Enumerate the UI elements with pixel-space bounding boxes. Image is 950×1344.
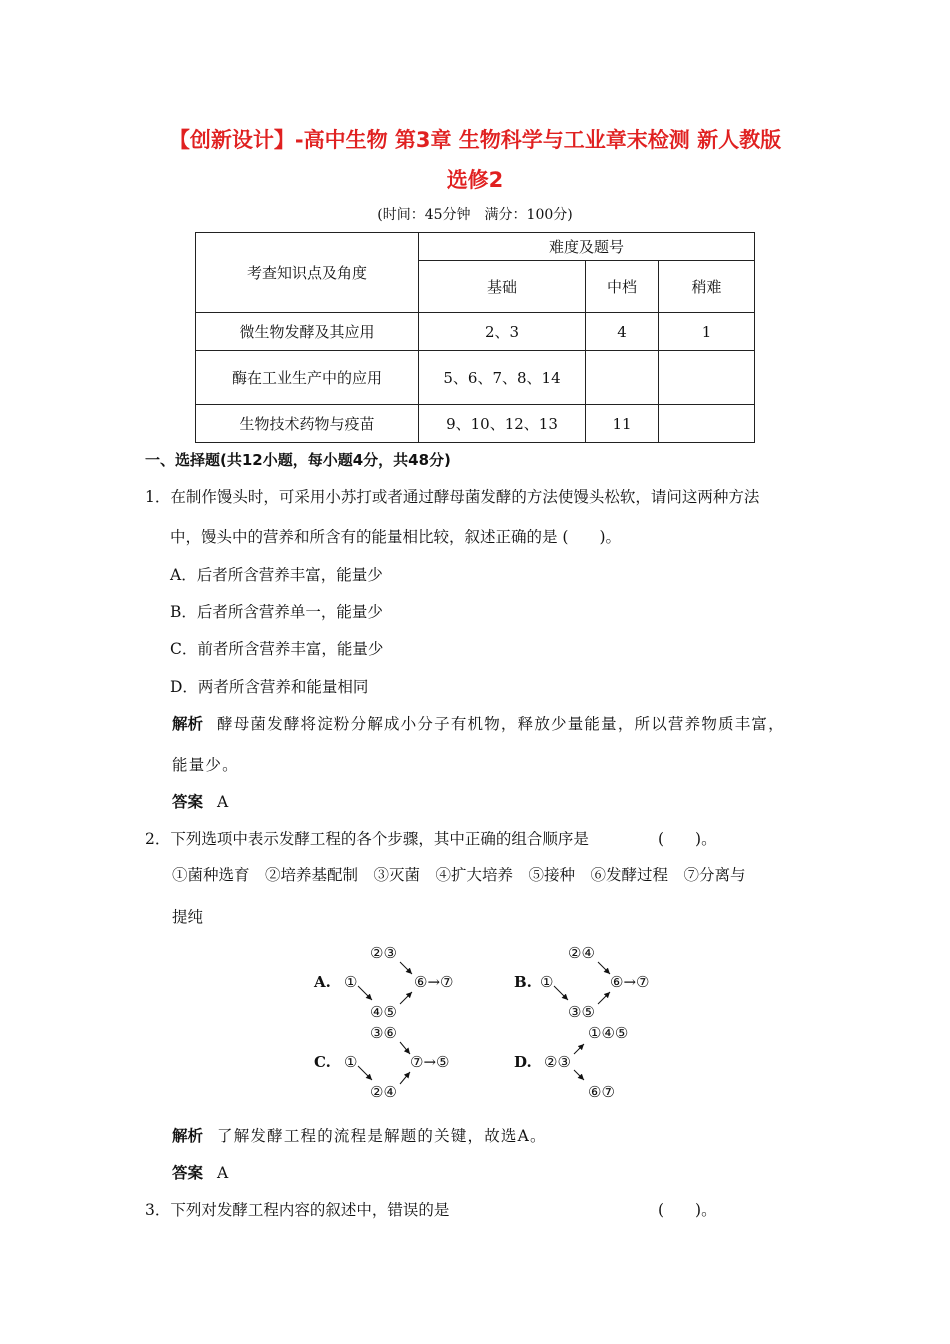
diagram-option-a xyxy=(313,944,453,1021)
option-c-start: ① xyxy=(344,1053,358,1071)
arrow xyxy=(400,962,412,974)
q1-option-c: C．前者所含营养丰富，能量少 xyxy=(170,640,384,658)
analysis-label: 解析 xyxy=(172,1127,204,1145)
option-d-bottom: ⑥⑦ xyxy=(588,1083,615,1100)
section-heading: 一、选择题(共12小题，每小题4分，共48分) xyxy=(145,451,451,469)
option-d-top: ①④⑤ xyxy=(588,1024,629,1042)
arrow xyxy=(554,986,568,1000)
option-a-bottom: ④⑤ xyxy=(370,1003,397,1021)
table-cell-hard: 1 xyxy=(659,313,755,351)
option-a-end: ⑥→⑦ xyxy=(414,973,454,991)
option-d-label: D. xyxy=(514,1053,532,1071)
q2-answer xyxy=(172,1161,228,1183)
option-a-top: ②③ xyxy=(370,944,397,962)
arrow xyxy=(358,986,372,1000)
table-row xyxy=(196,313,755,351)
q2-analysis xyxy=(172,1124,547,1146)
table-row xyxy=(196,405,755,443)
q1-analysis xyxy=(172,712,785,734)
table-cell-hard xyxy=(659,351,755,405)
option-c-top: ③⑥ xyxy=(370,1024,397,1042)
table-header-difficulty: 难度及题号 xyxy=(419,233,755,261)
q1-answer xyxy=(172,790,228,812)
q2-steps-line2: 提纯 xyxy=(172,908,204,926)
arrow xyxy=(400,1072,410,1084)
table-cell-hard xyxy=(659,405,755,443)
table-cell-topic: 酶在工业生产中的应用 xyxy=(196,351,419,405)
arrow xyxy=(358,1066,372,1080)
table-cell-basic: 9、10、12、13 xyxy=(419,405,586,443)
table-cell-topic: 微生物发酵及其应用 xyxy=(196,313,419,351)
q1-analysis-line2: 能量少。 xyxy=(172,756,239,774)
option-a-label: A. xyxy=(314,973,331,991)
q2-steps-line1: ①菌种选育 ②培养基配制 ③灭菌 ④扩大培养 ⑤接种 ⑥发酵过程 ⑦分离与 xyxy=(172,866,746,884)
option-b-top: ②④ xyxy=(568,944,595,962)
arrow xyxy=(598,992,610,1004)
diagram-option-c xyxy=(314,1024,449,1100)
table-cell-basic: 2、3 xyxy=(419,313,586,351)
doc-title-line2: 选修2 xyxy=(446,168,504,192)
q2-analysis-text: 了解发酵工程的流程是解题的关键，故选A。 xyxy=(217,1127,547,1145)
q1-stem-line1: 1．在制作馒头时，可采用小苏打或者通过酵母菌发酵的方法使馒头松软，请问这两种方法 xyxy=(145,488,760,506)
option-b-end: ⑥→⑦ xyxy=(610,973,650,991)
q1-option-d: D．两者所含营养和能量相同 xyxy=(170,678,369,696)
option-c-label: C. xyxy=(314,1053,331,1071)
q2-answer-blank: ( )。 xyxy=(658,830,717,848)
table-cell-mid: 11 xyxy=(586,405,659,443)
arrow xyxy=(574,1070,584,1080)
table-cell-mid: 4 xyxy=(586,313,659,351)
arrow xyxy=(400,992,412,1004)
option-b-start: ① xyxy=(540,973,554,991)
table-col-hard: 稍难 xyxy=(659,261,755,313)
table-row xyxy=(196,351,755,405)
table-header-topic: 考查知识点及角度 xyxy=(196,233,419,313)
knowledge-table xyxy=(195,232,755,443)
table-cell-basic: 5、6、7、8、14 xyxy=(419,351,586,405)
q3-stem: 3．下列对发酵工程内容的叙述中，错误的是 xyxy=(145,1201,450,1219)
option-c-end: ⑦→⑤ xyxy=(410,1053,450,1071)
q1-option-a: A．后者所含营养丰富，能量少 xyxy=(170,566,383,584)
option-b-label: B. xyxy=(514,973,532,991)
diagram-option-b xyxy=(514,944,649,1021)
q2-answer-value: A xyxy=(217,1164,229,1182)
q1-option-b: B．后者所含营养单一，能量少 xyxy=(170,603,383,621)
option-a-start: ① xyxy=(344,973,358,991)
q2-options-diagram xyxy=(300,940,700,1100)
answer-label: 答案 xyxy=(172,793,204,811)
q2-stem: 2．下列选项中表示发酵工程的各个步骤，其中正确的组合顺序是 xyxy=(145,830,589,848)
q3-answer-blank: ( )。 xyxy=(658,1201,717,1219)
option-c-bottom: ②④ xyxy=(370,1083,397,1100)
option-b-bottom: ③⑤ xyxy=(568,1003,595,1021)
q1-stem-line2: 中，馒头中的营养和所含有的能量相比较，叙述正确的是 ( )。 xyxy=(170,528,622,546)
doc-title-line1: 【创新设计】-高中生物 第3章 生物科学与工业章末检测 新人教版 xyxy=(168,128,782,152)
q1-answer-value: A xyxy=(217,793,229,811)
table-col-basic: 基础 xyxy=(419,261,586,313)
diagram-option-d xyxy=(514,1024,628,1100)
analysis-label: 解析 xyxy=(172,715,204,733)
arrow xyxy=(400,1042,410,1054)
table-cell-mid xyxy=(586,351,659,405)
table-cell-topic: 生物技术药物与疫苗 xyxy=(196,405,419,443)
arrow xyxy=(574,1044,584,1054)
arrow xyxy=(598,962,610,974)
q1-analysis-text: 酵母菌发酵将淀粉分解成小分子有机物，释放少量能量，所以营养物质丰富， xyxy=(217,715,785,733)
table-col-mid: 中档 xyxy=(586,261,659,313)
exam-info: (时间：45分钟 满分：100分) xyxy=(377,207,573,223)
answer-label: 答案 xyxy=(172,1164,204,1182)
option-d-start: ②③ xyxy=(544,1053,571,1071)
